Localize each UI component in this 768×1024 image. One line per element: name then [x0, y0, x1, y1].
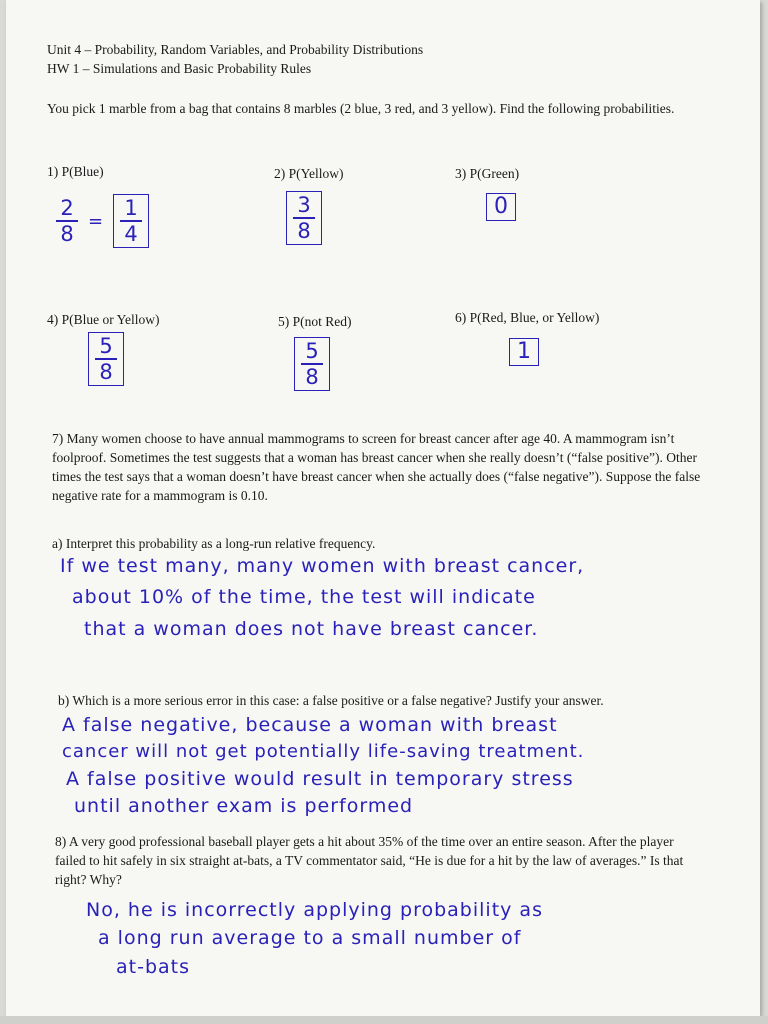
answer-4-box	[88, 332, 124, 386]
answer-numerator: 3	[297, 193, 311, 217]
problem-3-label: 3) P(Green)	[455, 166, 520, 181]
problem-6-label: 6) P(Red, Blue, or Yellow)	[455, 310, 600, 325]
problem-1-label: 1) P(Blue)	[47, 164, 104, 179]
answer-3	[486, 193, 516, 221]
work-numerator: 2	[60, 196, 74, 220]
answer-numerator: 5	[305, 339, 319, 363]
answer-denominator: 4	[124, 222, 138, 246]
answer-5-box	[294, 337, 330, 391]
problem-5-label: 5) P(not Red)	[278, 314, 352, 329]
answer-2	[286, 191, 322, 245]
equals-sign: =	[88, 210, 104, 232]
q8-text: 8) A very good professional baseball player gets a hit about 35% of the time over an entire season. After the player failed to hit safely in six straight at-bats, a TV commentator said, “He is due for a hit by the law of averages.” Is that right? Why?	[55, 834, 684, 887]
problem-2-label: 2) P(Yellow)	[274, 166, 344, 181]
q7b-answer-line-2: cancer will not get potentially life-saving treatment.	[62, 741, 585, 762]
q7-text: 7) Many women choose to have annual mammograms to screen for breast cancer after age 40. A mammogram isn’t foolproof. Sometimes the test suggests that a woman has breast cancer when she really doesn’t (“false positive”). Other times the test says that a woman doesn’t have breast cancer when she actually does (“false negative”). Suppose the false negative rate for a mammogram is 0.10.	[52, 431, 701, 503]
intro-text: You pick 1 marble from a bag that contains 8 marbles (2 blue, 3 red, and 3 yellow). Find the following probabilities.	[47, 101, 675, 116]
answer-1	[56, 194, 149, 248]
answer-1-box	[113, 194, 149, 248]
q7a-answer-line-1: If we test many, many women with breast cancer,	[60, 555, 585, 577]
answer-numerator: 5	[99, 334, 113, 358]
answer-2-box	[286, 191, 322, 245]
q7b-answer-line-1: A false negative, because a woman with breast	[62, 714, 558, 736]
answer-numerator: 1	[124, 196, 138, 220]
answer-denominator: 8	[305, 365, 319, 389]
answer-1-work	[56, 197, 78, 245]
q7b-prompt: b) Which is a more serious error in this case: a false positive or a false negative? Justify your answer.	[58, 693, 604, 708]
q8-answer-line-3: at-bats	[116, 956, 191, 978]
answer-5	[294, 337, 330, 391]
page-edge	[0, 1016, 768, 1024]
q7b-answer-line-4: until another exam is performed	[74, 795, 414, 817]
answer-3-box: 0	[486, 193, 516, 221]
q8-answer-line-2: a long run average to a small number of	[98, 927, 522, 949]
problem-4-label: 4) P(Blue or Yellow)	[47, 312, 160, 327]
q7a-answer-line-3: that a woman does not have breast cancer.	[84, 618, 539, 640]
answer-denominator: 8	[297, 219, 311, 243]
q7a-prompt: a) Interpret this probability as a long-run relative frequency.	[52, 536, 376, 551]
work-denominator: 8	[60, 222, 74, 246]
q7b-answer-line-3: A false positive would result in temporary stress	[66, 768, 574, 790]
answer-denominator: 8	[99, 360, 113, 384]
q7a-answer-line-2: about 10% of the time, the test will indicate	[72, 586, 536, 608]
unit-title: Unit 4 – Probability, Random Variables, and Probability Distributions	[47, 42, 424, 57]
answer-6-box: 1	[509, 338, 539, 366]
q8-answer-line-1: No, he is incorrectly applying probability as	[86, 899, 543, 921]
hw-title: HW 1 – Simulations and Basic Probability Rules	[47, 61, 312, 76]
answer-6	[509, 338, 539, 366]
answer-4	[88, 332, 124, 386]
